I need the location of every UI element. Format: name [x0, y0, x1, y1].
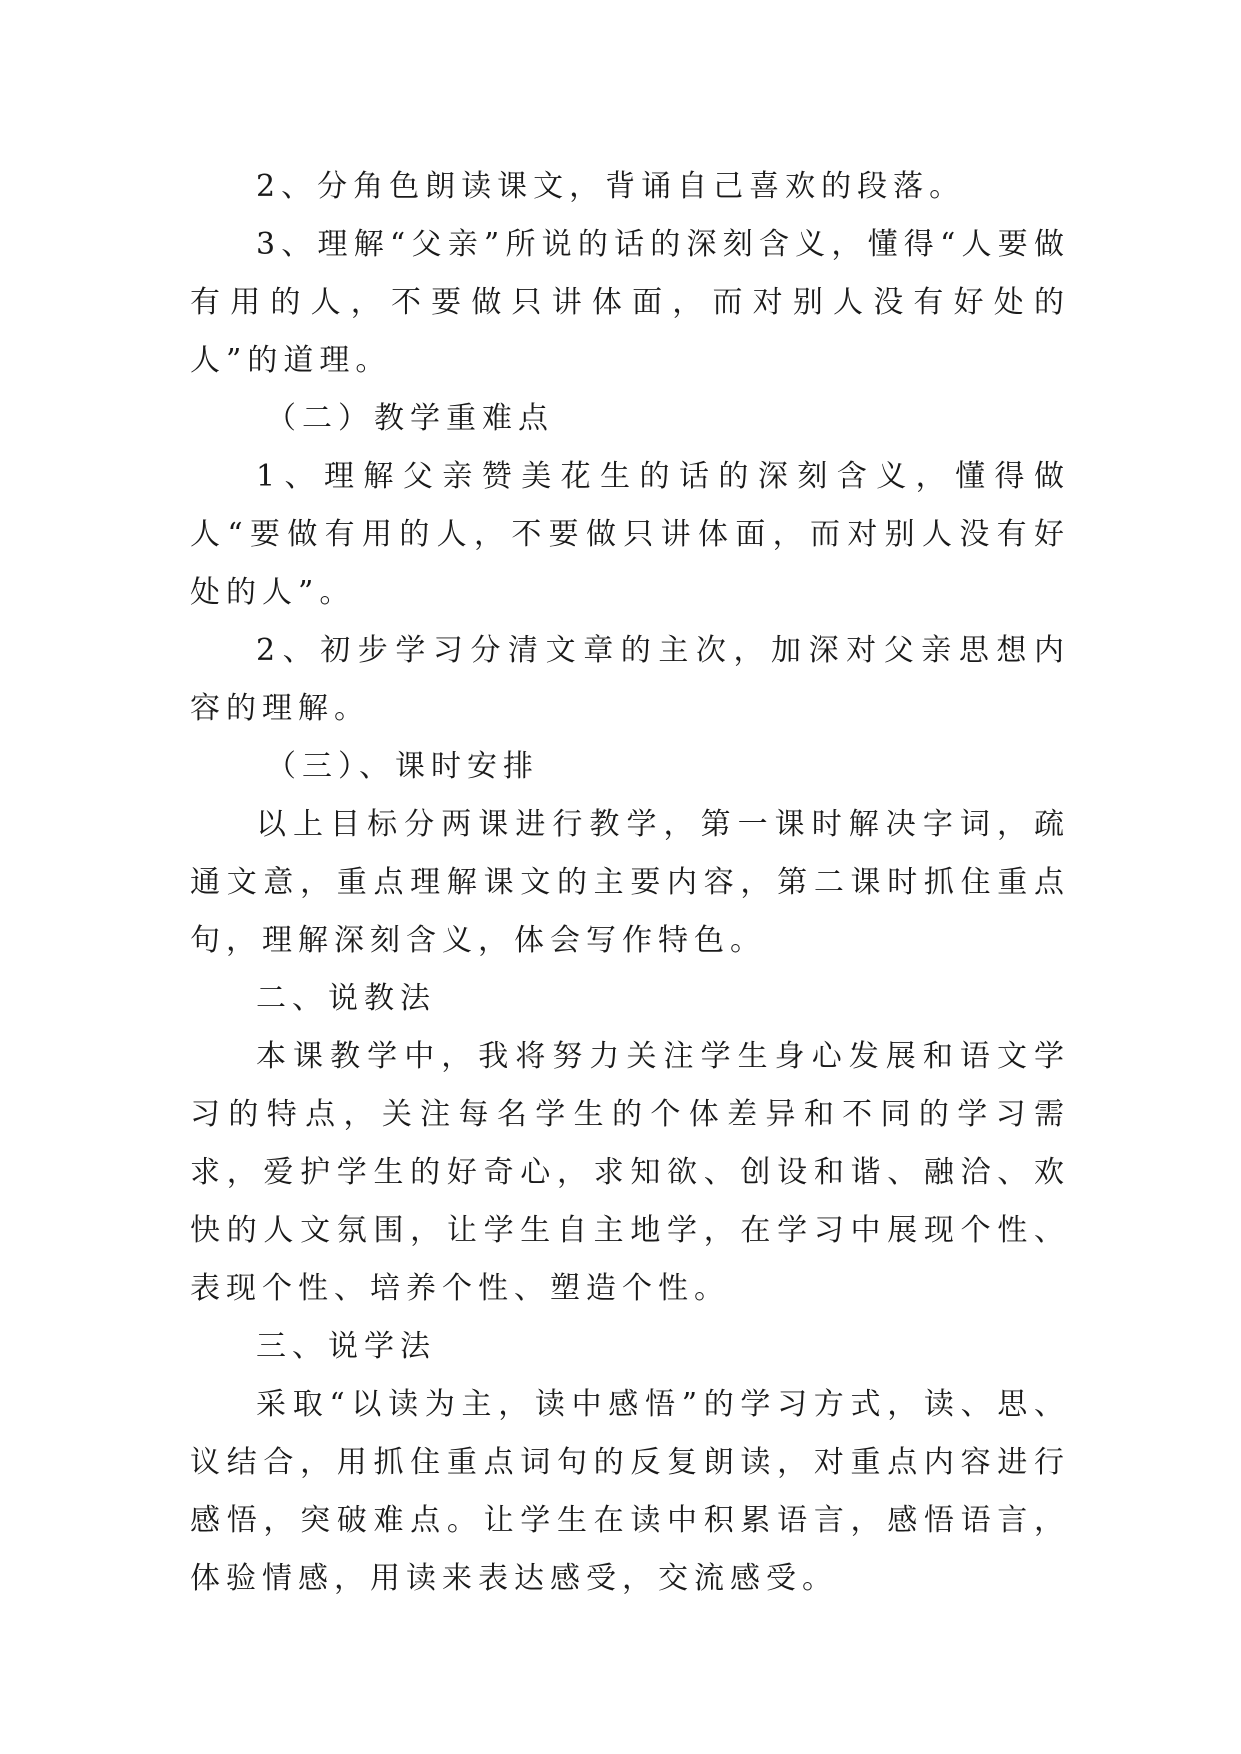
document-body	[190, 158, 1070, 1608]
paragraph-difficulty-2: 2、初步学习分清文章的主次，加深对父亲思想内容的理解。	[190, 633, 1070, 726]
paragraph-objective-3: 3、理解“父亲”所说的话的深刻含义，懂得“人要做有用的人，不要做只讲体面，而对别人没有好处的人”的道理。	[190, 227, 1070, 378]
paragraph-objective-2: 2、分角色朗读课文，背诵自己喜欢的段落。	[256, 169, 966, 204]
section-heading-key-difficulties: （二）教学重难点	[266, 401, 554, 436]
section-heading-schedule: （三）、课时安排	[266, 749, 539, 784]
paragraph-schedule: 以上目标分两课进行教学，第一课时解决字词，疏通文意，重点理解课文的主要内容，第二课时抓住重点句，理解深刻含义，体会写作特色。	[190, 807, 1070, 958]
paragraph-teaching-method: 本课教学中，我将努力关注学生身心发展和语文学习的特点，关注每名学生的个体差异和不同的学习需求，爱护学生的好奇心，求知欲、创设和谐、融洽、欢快的人文氛围，让学生自主地学，在学习中展现个性、表现个性、培养个性、塑造个性。	[190, 1039, 1070, 1306]
section-heading-learning-method: 三、说学法	[256, 1329, 436, 1364]
section-heading-teaching-method: 二、说教法	[256, 981, 436, 1016]
paragraph-learning-method: 采取“以读为主，读中感悟”的学习方式，读、思、议结合，用抓住重点词句的反复朗读，对重点内容进行感悟，突破难点。让学生在读中积累语言，感悟语言，体验情感，用读来表达感受，交流感受。	[190, 1387, 1070, 1596]
paragraph-difficulty-1: 1、理解父亲赞美花生的话的深刻含义，懂得做人“要做有用的人，不要做只讲体面，而对别人没有好处的人”。	[190, 459, 1070, 610]
